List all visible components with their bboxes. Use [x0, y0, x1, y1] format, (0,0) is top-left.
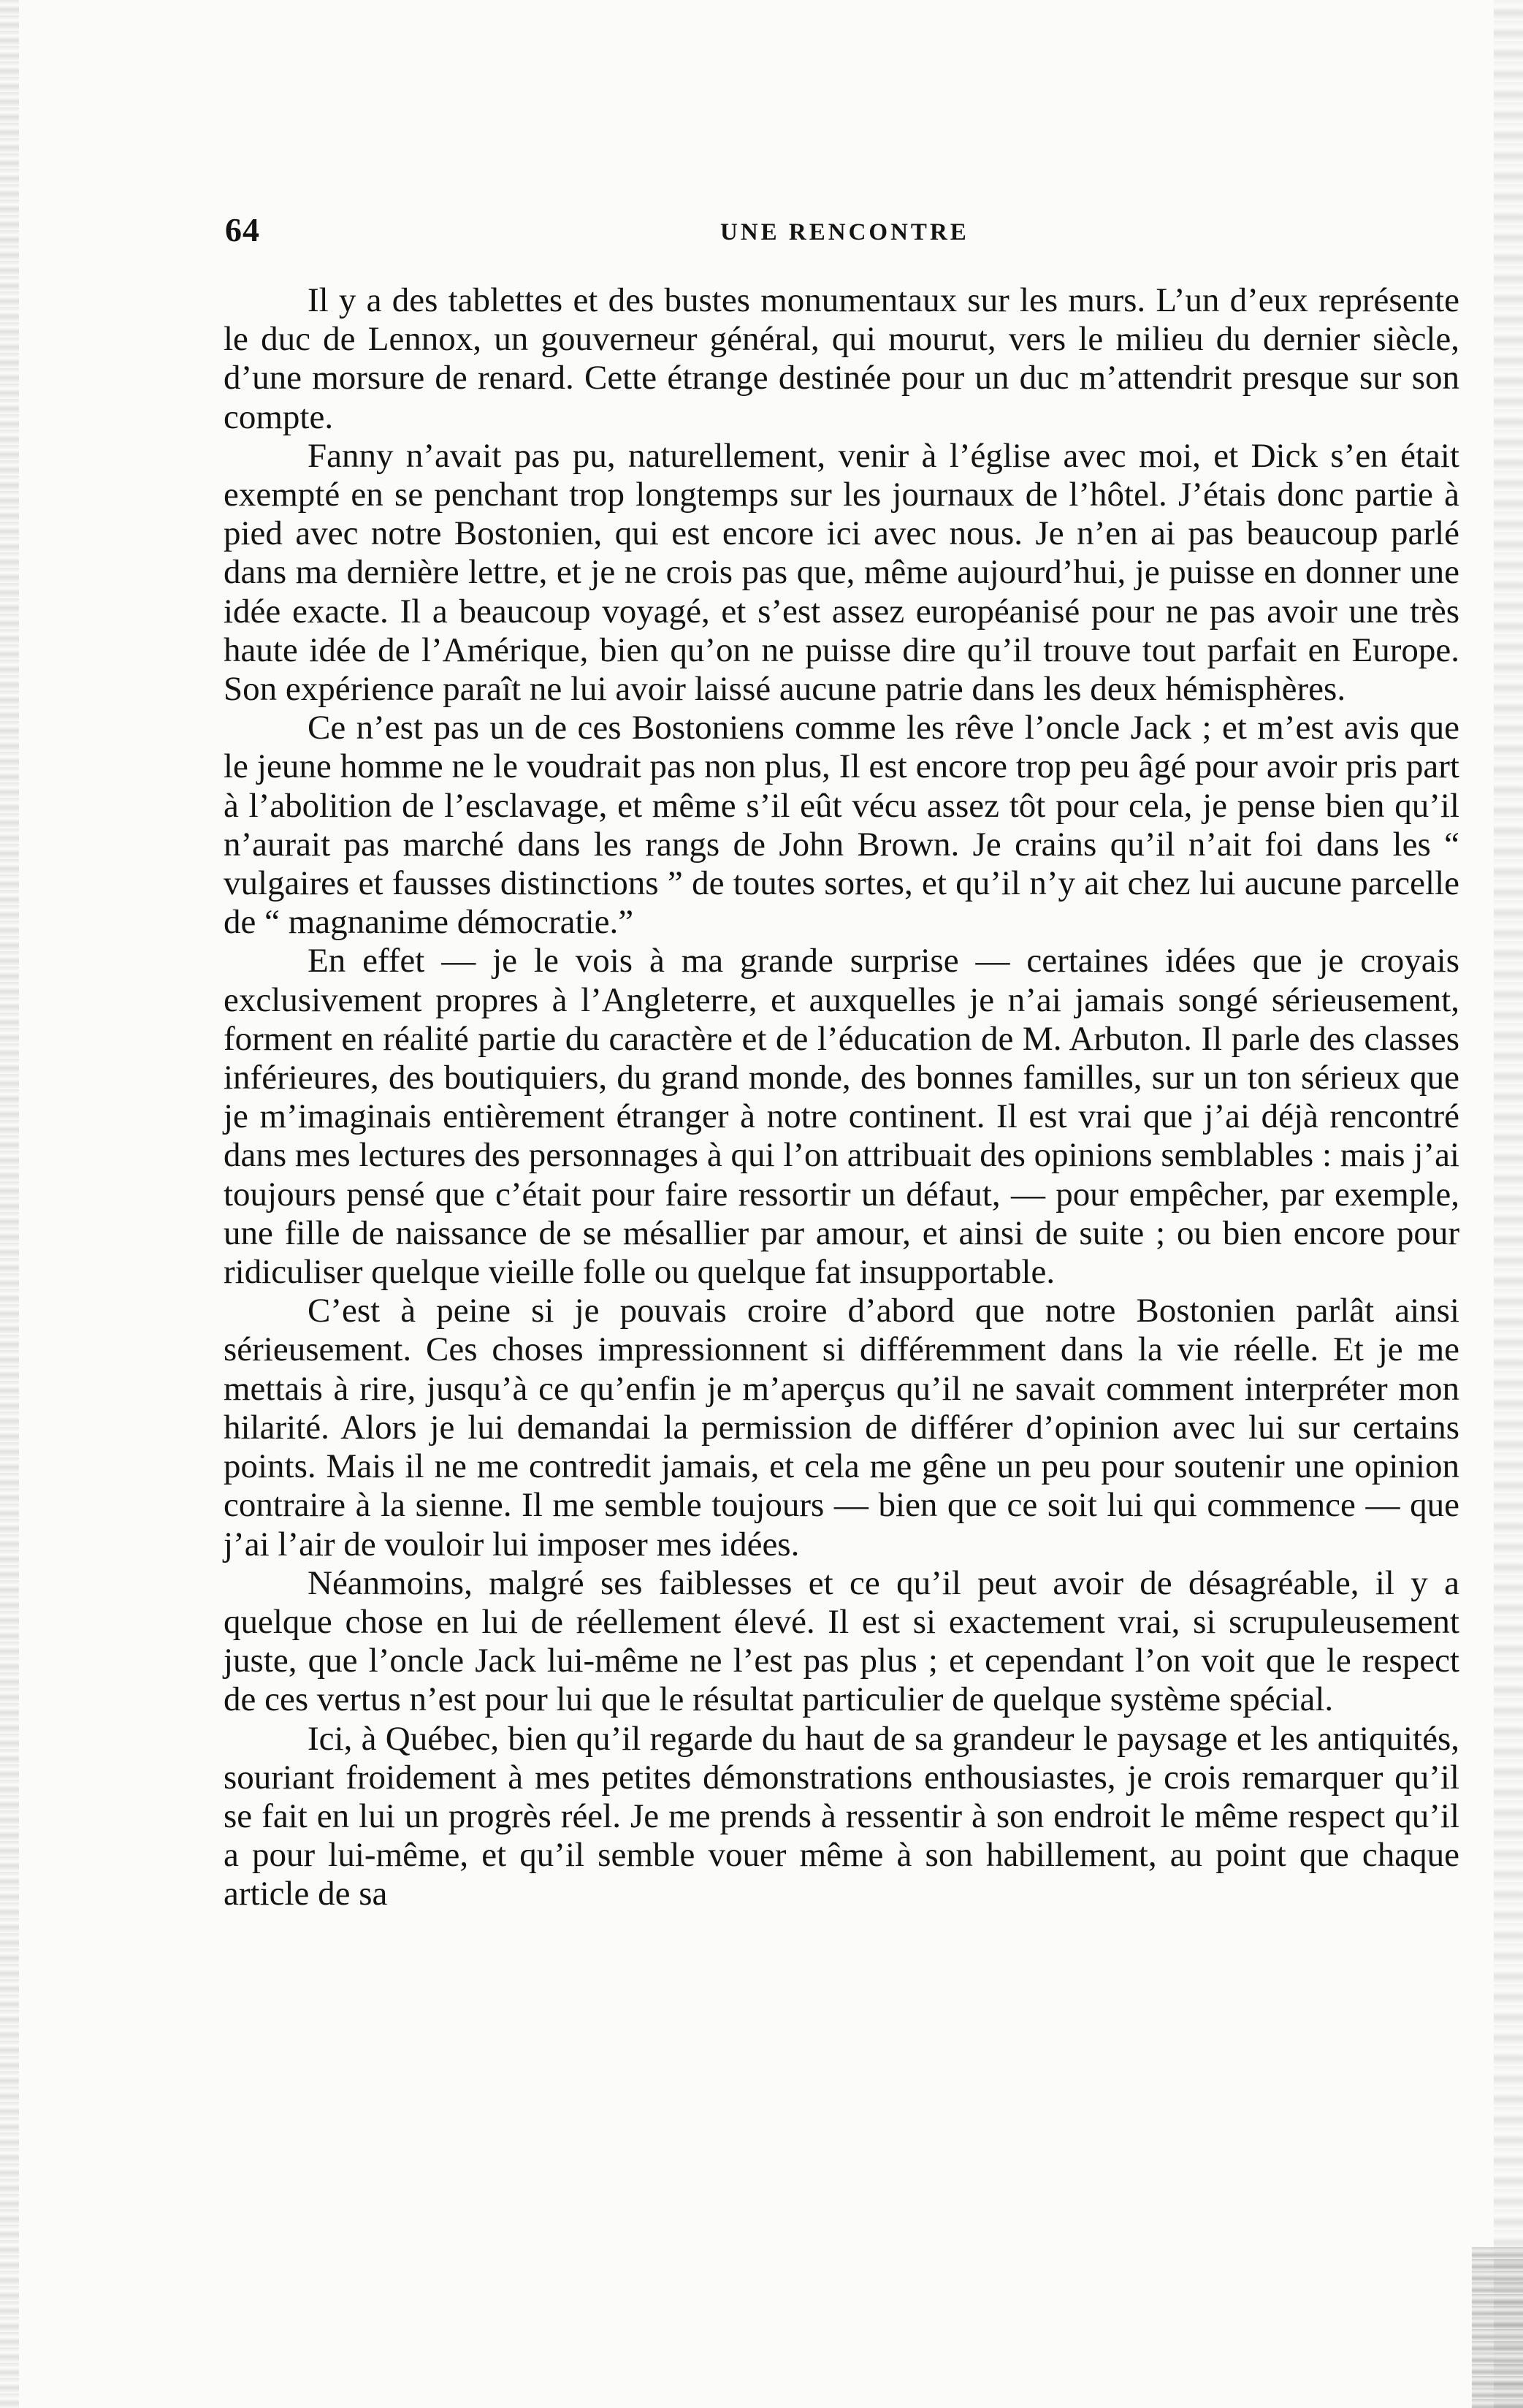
paragraph: En effet — je le vois à ma grande surprise — certaines idées que je croyais exclusivement propres à l’Angleterre, et auxquelles je n’ai jamais songé sérieusement, forment en réalité partie du caractère et de l’éducation de M. Arbuton. Il parle des classes inférieures, des boutiquiers, du grand monde, des bonnes familles, sur un ton sérieux que je m’imaginais entièrement étranger à notre continent. Il est vrai que j’ai déjà rencontré dans mes lectures des personnages à qui l’on attribuait des opinions semblables : mais j’ai toujours pensé que c’était pour faire ressortir un défaut, — pour empêcher, par exemple, une fille de naissance de se mésallier par amour, et ainsi de suite ; ou bien encore pour ridiculiser quelque vieille folle ou quelque fat insupportable.	[224, 942, 1459, 1292]
scan-corner-shadow	[1472, 2247, 1523, 2408]
body-text	[224, 281, 1459, 1914]
paragraph: C’est à peine si je pouvais croire d’abord que notre Bostonien parlât ainsi sérieusement. Ces choses impressionnent si différemment dans la vie réelle. Et je me mettais à rire, jusqu’à ce qu’enfin je m’aperçus qu’il ne savait comment interpréter mon hilarité. Alors je lui demandai la permission de différer d’opinion avec lui sur certains points. Mais il ne me contredit jamais, et cela me gêne un peu pour soutenir une opinion contraire à la sienne. Il me semble toujours — bien que ce soit lui qui commence — que j’ai l’air de vouloir lui imposer mes idées.	[224, 1292, 1459, 1563]
paragraph: Néanmoins, malgré ses faiblesses et ce qu’il peut avoir de désagréable, il y a quelque chose en lui de réellement élevé. Il est si exactement vrai, si scrupuleusement juste, que l’oncle Jack lui-même ne l’est pas plus ; et cependant l’on voit que le respect de ces vertus n’est pour lui que le résultat particulier de quelque système spécial.	[224, 1563, 1459, 1719]
paragraph: Fanny n’avait pas pu, naturellement, venir à l’église avec moi, et Dick s’en était exempté en se penchant trop longtemps sur les journaux de l’hôtel. J’étais donc partie à pied avec notre Bostonien, qui est encore ici avec nous. Je n’en ai pas beaucoup parlé dans ma dernière lettre, et je ne crois pas que, même aujourd’hui, je puisse en donner une idée exacte. Il a beaucoup voyagé, et s’est assez européanisé pour ne pas avoir une très haute idée de l’Amérique, bien qu’on ne puisse dire qu’il trouve tout parfait en Europe. Son expérience paraît ne lui avoir laissé aucune patrie dans les deux hémisphères.	[224, 436, 1459, 709]
paragraph: Ici, à Québec, bien qu’il regarde du haut de sa grandeur le paysage et les antiquités, souriant froidement à mes petites démonstrations enthousiastes, je crois remarquer qu’il se fait en lui un progrès réel. Je me prends à ressentir à son endroit le même respect qu’il a pour lui-même, et qu’il semble vouer même à son habillement, au point que chaque article de sa	[224, 1719, 1459, 1913]
page-number: 64	[225, 211, 260, 248]
paragraph: Ce n’est pas un de ces Bostoniens comme les rêve l’oncle Jack ; et m’est avis que le jeune homme ne le voudrait pas non plus, Il est encore trop peu âgé pour avoir pris part à l’abolition de l’esclavage, et même s’il eût vécu assez tôt pour cela, je pense bien qu’il n’aurait pas marché dans les rangs de John Brown. Je crains qu’il n’ait foi dans les “ vulgaires et fausses distinctions ” de toutes sortes, et qu’il n’y ait chez lui aucune parcelle de “ magnanime démocratie.”	[224, 709, 1459, 942]
running-head: UNE RENCONTRE	[720, 219, 969, 245]
scan-edge-right	[1494, 0, 1523, 2408]
scan-edge-left	[0, 0, 19, 2408]
paragraph: Il y a des tablettes et des bustes monumentaux sur les murs. L’un d’eux représente le duc de Lennox, un gouverneur général, qui mourut, vers le milieu du dernier siècle, d’une morsure de renard. Cette étrange destinée pour un duc m’attendrit presque sur son compte.	[224, 281, 1459, 436]
